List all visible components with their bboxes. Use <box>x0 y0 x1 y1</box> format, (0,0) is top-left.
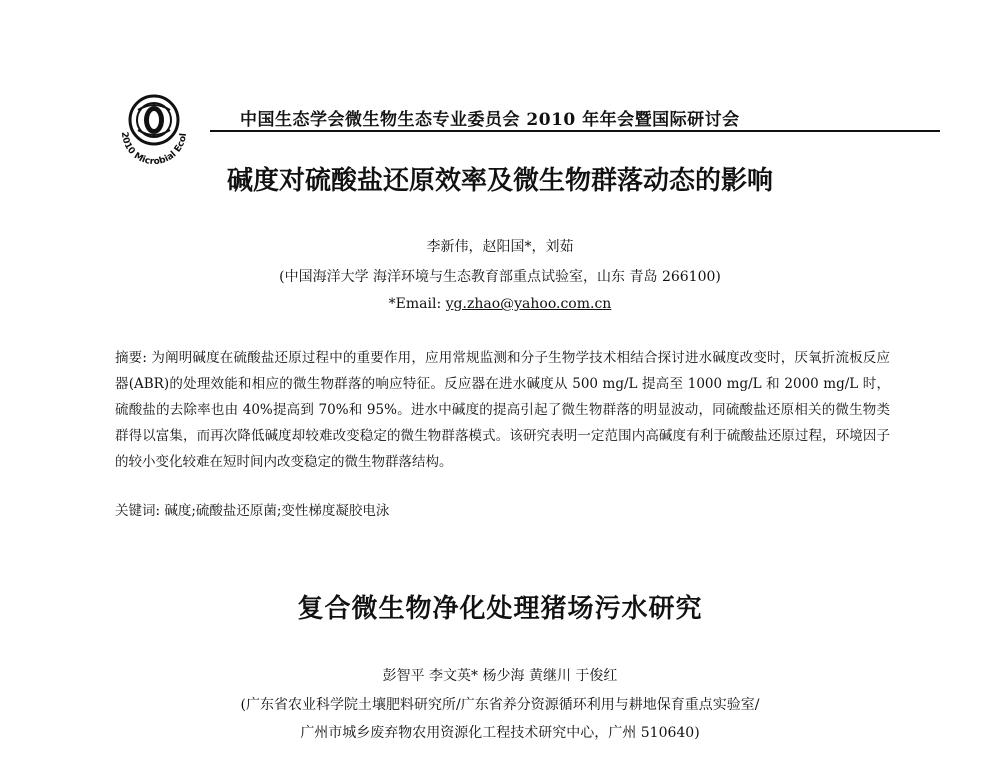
paper2-title: 复合微生物净化处理猪场污水研究 <box>297 594 703 624</box>
header-divider <box>210 130 940 132</box>
paper1-email-line <box>0 296 1000 312</box>
paper1-abstract <box>115 345 890 475</box>
paper1-title: 碱度对硫酸盐还原效率及微生物群落动态的影响 <box>226 166 773 196</box>
abstract-text: 摘要: 为阐明碱度在硫酸盐还原过程中的重要作用，应用常规监测和分子生物学技术相结合探讨进水碱度改变时，厌氧折流板反应器(ABR)的处理效能和相应的微生物群落的响应特征。反应器在进水碱度从 500 mg/L 提高至 1000 mg/L 和 2000 mg/L 时，硫酸盐的去除率也由 40%提高到 70%和 95%。进水中碱度的提高引起了微生物群落的明显波动，同硫酸盐还原相关的微生物类群得以富集，而再次降低碱度却较难改变稳定的微生物群落模式。该研究表明一定范围内高碱度有利于硫酸盐还原过程，环境因子的较小变化较难在短时间内改变稳定的微生物群落结构。 <box>115 350 890 470</box>
email-label: *Email: <box>388 296 446 312</box>
conference-header: 中国生态学会微生物生态专业委员会 2010 年年会暨国际研讨会 <box>240 110 740 130</box>
paper1-affiliation: (中国海洋大学 海洋环境与生态教育部重点试验室，山东 青岛 266100) <box>279 269 721 285</box>
paper2-affiliation-line1: (广东省农业科学院土壤肥料研究所/广东省养分资源循环利用与耕地保育重点实验室/ <box>240 697 760 713</box>
paper2-authors: 彭智平 李文英* 杨少海 黄继川 于俊红 <box>382 668 618 684</box>
paper1-keywords: 关键词: 碱度;硫酸盐还原菌;变性梯度凝胶电泳 <box>115 503 390 519</box>
email-link[interactable]: yg.zhao@yahoo.com.cn <box>445 296 612 312</box>
paper1-authors: 李新伟，赵阳国*，刘茹 <box>426 239 574 255</box>
logo-text: 2010 Microbial Ecol <box>118 131 189 168</box>
paper2-affiliation-line2: 广州市城乡废弃物农用资源化工程技术研究中心，广州 510640) <box>300 725 700 741</box>
